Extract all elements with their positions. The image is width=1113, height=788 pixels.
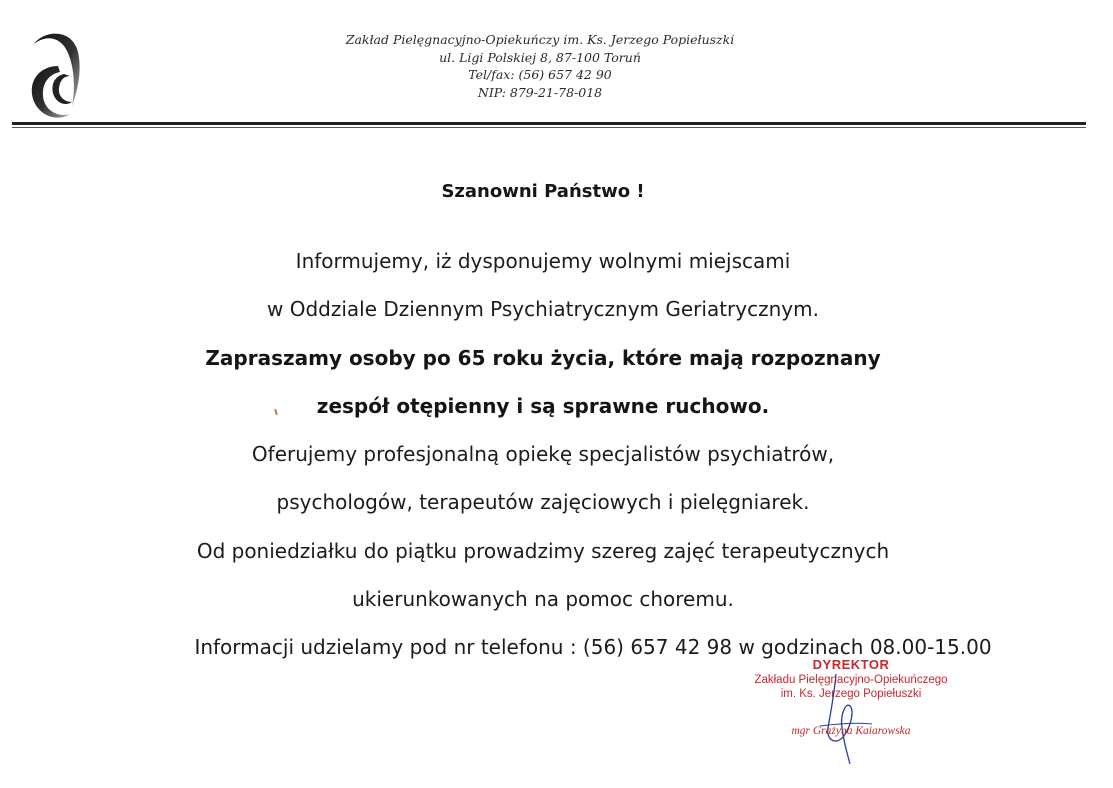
stylized-a-logo-icon <box>28 30 82 122</box>
org-phone: Tel/fax: (56) 657 42 90 <box>468 67 612 82</box>
org-name: Zakład Pielęgnacyjno-Opiekuńczy im. Ks. Jerzego Popiełuszki <box>345 32 735 47</box>
body-line: Informujemy, iż dysponujemy wolnymi miejscami <box>295 249 791 273</box>
signer-name: mgr Grażyna Kaiarowska <box>791 725 911 737</box>
letter-body <box>0 244 1086 679</box>
organization-header <box>298 31 782 101</box>
org-address: ul. Ligi Polskiej 8, 87-100 Toruń <box>439 49 641 65</box>
body-line: psychologów, terapeutów zajęciowych i pielęgniarek. <box>276 490 810 515</box>
handwritten-signature <box>806 666 886 766</box>
contact-line: Informacji udzielamy pod nr telefonu : (56) 657 42 98 w godzinach 08.00-15.00 <box>194 635 992 660</box>
stamp-title: DYREKTOR <box>812 657 890 672</box>
header-divider-thin <box>12 127 1086 128</box>
body-line: Oferujemy profesjonalną opiekę specjalistów psychiatrów, <box>251 442 835 467</box>
org-nip: NIP: 879-21-78-018 <box>477 84 603 100</box>
body-line: w Oddziale Dziennym Psychiatrycznym Geriatrycznym. <box>267 297 819 322</box>
body-line: ukierunkowanych na pomoc choremu. <box>352 587 734 612</box>
body-line-bold: zespół otępienny i są sprawne ruchowo. <box>316 393 770 418</box>
body-line-bold: Zapraszamy osoby po 65 roku życia, które mają rozpoznany <box>205 345 881 370</box>
stamp-line-1: Zakładu Pielęgnacyjno-Opiekuńczego <box>754 674 948 686</box>
greeting: Szanowni Państwo ! <box>441 181 645 202</box>
stamp-line-2: im. Ks. Jerzego Popiełuszki <box>780 688 922 700</box>
body-line: Od poniedziałku do piątku prowadzimy szereg zajęć terapeutycznych <box>196 538 890 563</box>
header-divider-thick <box>12 122 1086 125</box>
